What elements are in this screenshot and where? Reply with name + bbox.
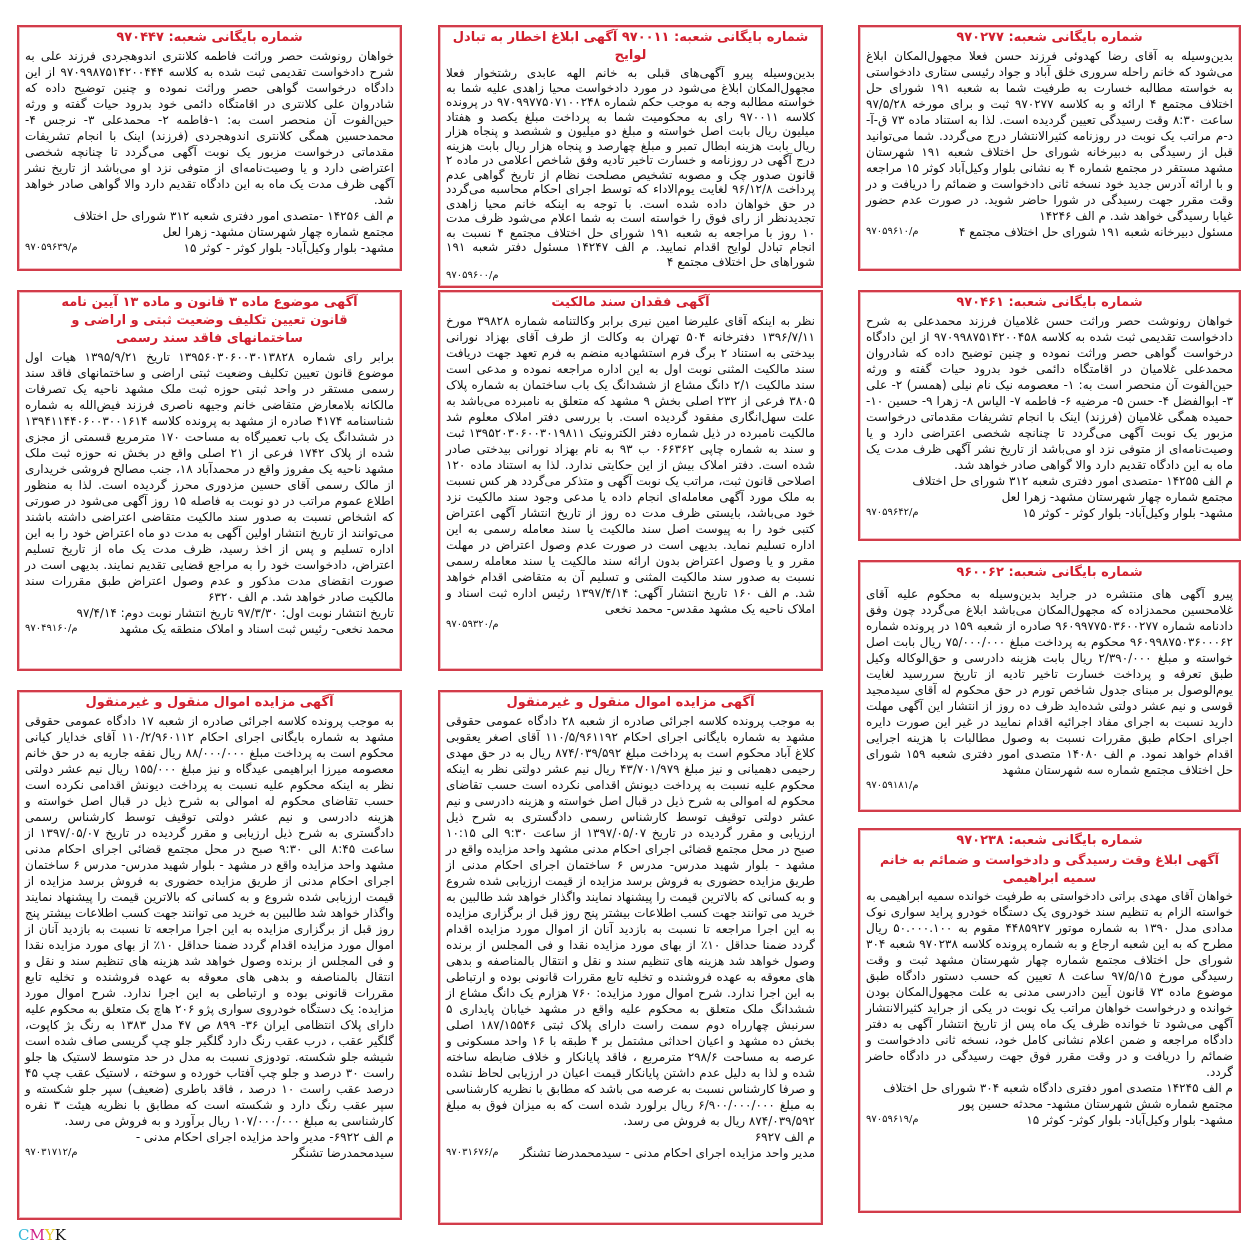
notice-title: شماره بایگانی شعبه: ۹۷۰۲۳۸ xyxy=(956,833,1143,848)
notice-title: شماره بایگانی شعبه: ۹۶۰۰۶۲ xyxy=(956,565,1143,580)
notice-970461 xyxy=(858,290,1241,541)
notice-signature: مشهد- بلوار وکیل‌آباد- بلوار کوثر - کوثر ۱۵ xyxy=(183,241,394,255)
notice-footer xyxy=(446,1145,815,1161)
cmyk-k: K xyxy=(54,1226,66,1244)
notice-subtitle: آگهی ابلاغ وقت رسیدگی و دادخواست و ضمائم به خانم سمیه ابراهیمی xyxy=(880,852,1219,885)
notice-code: م/۹۷۰۳۱۶۷۶ xyxy=(446,1147,499,1158)
notice-body: برابر رای شماره ۱۳۹۵۶۰۳۰۶۰۰۳۰۱۳۸۲۸ تاریخ ۱۳۹۵/۹/۲۱ هیات اول موضوع قانون تعیین تکلیف وضعیت ثبتی اراضی و ساختمانهای فاقد سند رسمی مستقر در واحد ثبتی حوزه ثبت ملک مشهد ناحیه یک تصرفات مالکانه بلامعارض متقاضی خانم وجیهه ناصری فرزند فیض‌الله به شماره شناسنامه ۴۱۷۴ صادره از مشهد به پرونده کلاسه ۱۳۹۴۱۱۴۴۰۶۰۰۳۰۰۱۶۱۴ در ششدانگ یک باب تعمیرگاه به مساحت ۱۷۰ مترمربع قسمتی از مجزی شده از پلاک ۱۷۴۲ فرعی از ۲۱ اصلی واقع در بخش نه حوزه ثبت ملک مشهد ناحیه یک مفروز واقع در محمدآباد ۱۸، جنب مصالح فروشی خریداری از مالک رسمی آقای حسین مزدوری محرز گردیده است. لذا به منظور اطلاع عموم مراتب در دو نوبت به فاصله ۱۵ روز آگهی می‌شود در صورتی که اشخاص نسبت به صدور سند مالکیت متقاضی اعتراضی داشته باشند می‌توانند از تاریخ انتشار اولین آگهی به مدت دو ماه اعتراض خود را به این اداره تسلیم و پس از اخذ رسید، ظرف مدت یک ماه از تاریخ تسلیم اعتراض، دادخواست خود را به مراجع قضایی تقدیم نمایند. بدیهی است در صورت انقضای مدت مذکور و عدم وصول اعتراض طبق مقررات سند مالکیت صادر خواهد شد. م الف ۶۳۲۰ xyxy=(25,350,395,604)
notice-signature: مشهد- بلوار وکیل‌آباد- بلوار کوثر- کوثر ۱۵ xyxy=(1026,1113,1233,1127)
notice-body: بدین‌وسیله به آقای رضا کهدوئی فرزند حسن فعلا مجهول‌المکان ابلاغ می‌شود که خانم راحله سروری خلق آباد و جواد رئیسی ستاری دادخواستی به خواسته مطالبه خسارت به طرفیت شما به شعبه ۱۹۱ شورای حل اختلاف مجتمع ۴ ارائه و به کلاسه ۹۷۰۲۷۷ ثبت و برای مورخه ۹۷/۵/۲۸ ساعت ۸:۳۰ وقت رسیدگی تعیین گردیده است. لذا به استناد ماده ۷۳ ق-آ-د-م مراتب یک نوبت در روزنامه کثیرالانتشار درج می‌گردد. شما می‌توانید قبل از رسیدگی به دبیرخانه شورای حل اختلاف شعبه ۱۹۱ شهرستان مشهد مستقر در مجتمع شماره ۴ به نشانی بلوار وکیل‌آباد کوثر ۱۵ مراجعه و با ارائه آدرس جدید خود نسخه ثانی دادخواست و ضمائم را دریافت و در وقت مقرر جهت رسیدگی در شورا حاضر شوید. در صورت عدم حضور غیابا رسیدگی خواهد شد. م الف ۱۴۲۴۶ xyxy=(866,49,1234,223)
notice-title: آگهی مزایده اموال منقول و غیرمنقول xyxy=(85,695,334,710)
notice-code: م/۹۷۰۳۱۷۱۲ xyxy=(25,1147,78,1158)
cmyk-c: C xyxy=(18,1226,30,1244)
notice-signature: محمد نخعی- رئیس ثبت اسناد و املاک منطقه یک مشهد xyxy=(119,622,394,636)
notice-signature: تاریخ انتشار نوبت اول: ۹۷/۳/۳۰ تاریخ انتشار نوبت دوم: ۹۷/۴/۱۴ xyxy=(76,606,394,620)
notice-code: م/۹۷۰۵۹۳۲۰ xyxy=(446,619,499,630)
notice-960062 xyxy=(858,560,1241,812)
notice-body: نظر به اینکه آقای علیرضا امین نیری برابر وکالتنامه شماره ۳۹۸۲۸ مورخ ۱۳۹۶/۷/۱۱ دفترخانه ۵۰۴ تهران به وکالت از طرف آقای بهزاد نورانی بیدختی به استناد ۲ برگ فرم استشهادیه منضم به فرم تعهد جهت دریافت سند مالکیت المثنی نوبت اول به این اداره مراجعه نموده و مدعی است سند مالکیت ۲/۱ دانگ مشاع از ششدانگ یک باب ساختمان به شماره پلاک ۳۸۰۵ فرعی از ۲۳۲ اصلی بخش ۹ مشهد که متعلق به نامبرده می‌باشد به علت سهل‌انگاری مفقود گردیده است. با بررسی دفتر املاک معلوم شد مالکیت نامبرده در ذیل شماره دفتر الکترونیک ۱۳۹۵۲۰۳۰۶۰۰۳۰۱۹۸۱۱ ثبت و سند به شماره چاپی ۰۶۶۳۶۲ ب ۹۳ به نام بهزاد نورانی بیدختی صادر شده است. دفتر املاک بیش از این حکایتی ندارد. لذا به استناد ماده ۱۲۰ اصلاحی قانون ثبت، مراتب یک نوبت آگهی و متذکر می‌گردد هر کس نسبت به ملک مورد آگهی معامله‌ای انجام داده یا مدعی وجود سند مالکیت نزد خود می‌باشد، بایستی ظرف مدت ده روز از تاریخ انتشار آگهی اعتراض کتبی خود را به پیوست اصل سند مالکیت یا سند معامله رسمی به این اداره تسلیم نماید. بدیهی است در صورت عدم وصول اعتراض در مهلت مقرر و یا وصول اعتراض بدون ارائه سند مالکیت یا سند معامله رسمی نسبت به صدور سند مالکیت المثنی و تسلیم آن به متقاضی اقدام خواهد شد. م الف ۱۶۰ تاریخ انتشار آگهی: ۱۳۹۷/۴/۱۴ رئیس اداره ثبت اسناد و املاک ناحیه یک مشهد مقدس- محمد نخعی xyxy=(446,314,816,616)
notice-code: م/۹۷۰۵۹۶۱۹ xyxy=(866,1114,919,1125)
notice-code: م/۹۷۰۵۹۶۳۹ xyxy=(25,242,78,253)
notice-footer xyxy=(446,269,815,284)
notice-body: به موجب پرونده کلاسه اجرائی صادره از شعبه ۲۸ دادگاه عمومی حقوقی مشهد به شماره بایگانی اجرای احکام ۱۱۰/۵/۹۶۱۱۹۲ آقای اصغر یعقوبی کلاغ آباد محکوم است به پرداخت مبلغ ۸۷۴/۰۳۹/۵۹۲ ریال به در حق مهدی رحیمی دهمیانی و نیز مبلغ ۴۳/۷۰۱/۹۷۹ ریال نیم عشر دولتی نظر به اینکه محکوم علیه نسبت به پرداخت دیونش اقدامی نکرده است حسب تقاضای محکوم له اموالی به شرح ذیل در قبال اصل خواسته و هزینه دادرسی و نیم عشر دولتی توقیف توسط کارشناس رسمی دادگستری به شرح ذیل ارزیابی و مقرر گردیده در تاریخ ۱۳۹۷/۰۵/۰۷ از ساعت ۹:۳۰ الی ۱۰:۱۵ صبح در محل مجتمع قضائی اجرای احکام مدنی مشهد واحد مزایده واقع در مشهد - بلوار شهید مدرس- مدرس ۶ ساختمان اجرای احکام مدنی از طریق مزایده حضوری به فروش برسد مزایده از قیمت ارزیابی شده شروع و به کسانی که بالاترین قیمت را پیشنهاد نمایند واگذار خواهد شد طالبین به خرید می توانند جهت کسب اطلاعات بیشتر پنج روز قبل از برگزاری مزایده به این اجرا مراجعه تا نسبت به بازدید آنان از اموال مورد مزایده اقدام گردد ضمنا حداقل ۱۰٪ از بهای مورد مزایده نقدا و فی المجلس از برنده وصول خواهد شد هزینه های تنظیم سند و نقل و انتقال بالمناصفه و بدهی های معوقه به عهده فروشنده و تخلیه تابع مقررات قانونی بوده و ارتباطی به این اجرا ندارد. شرح اموال مورد مزایده: ۷۶۰ هزارم یک دانگ مشاع از ششدانگ ملک متعلق به محکوم علیه واقع در مشهد خیابان پایداری ۵ سرنبش چهارراه دوم سمت راست دارای پلاک ثبتی ۱۸۷/۱۵۵۴۶ اصلی بخش ده مشهد و اعیان احداثی مشتمل بر ۴ طبقه با ۱۶ واحد مسکونی و عرصه به مساحت ۲۹۸/۶ مترمربع ، فاقد پایانکار و خلاف ضابطه ساخته شده و لذا به دلیل عدم داشتن پایانکار قیمت اعیان در ارزیابی لحاظ نشده و صرفا کارشناس نسبت به عرصه می باشد که مطابق با نظریه کارشناسی به مبلغ ۶/۹۰۰/۰۰۰/۰۰۰ ریال برلورد شده است که به میزان فوق به مبلغ ۸۷۴/۰۳۹/۵۹۲ ریال به فروش می رسد. xyxy=(446,714,816,1128)
notice-970447 xyxy=(17,25,402,271)
notice-lost-title-deed xyxy=(438,290,823,671)
notice-code: م/۹۷۰۵۹۶۴۲ xyxy=(866,507,919,518)
notice-signature: مدیر واحد مزایده اجرای احکام مدنی - سیدمحمدرضا تشنگر xyxy=(519,1146,815,1160)
notice-footer xyxy=(446,617,815,633)
notice-footer xyxy=(866,1112,1233,1128)
notice-footer xyxy=(866,778,1233,794)
notice-footer xyxy=(25,621,394,637)
notice-970011 xyxy=(438,25,823,288)
notice-title: شماره بایگانی شعبه: ۹۷۰۴۴۷ xyxy=(116,30,303,45)
notice-signature: مجتمع شماره چهار شهرستان مشهد- زهرا لعل xyxy=(162,225,394,239)
notice-code: م/۹۷۰۴۹۱۶۰ xyxy=(25,623,78,634)
notice-footer xyxy=(25,1129,394,1161)
cmyk-m: M xyxy=(29,1226,45,1244)
notice-footer xyxy=(25,240,394,256)
cmyk-y: Y xyxy=(44,1226,55,1244)
notice-signature: م الف ۶۹۲۷ xyxy=(754,1130,815,1144)
notice-body: پیرو آگهی های منتشره در جراید بدین‌وسیله به محکوم علیه آقای غلامحسین محمدزاده که مجهول‌المکان می‌باشد ابلاغ می‌گردد چون وفق دادنامه شماره ۹۶۰۹۹۷۷۵۰۳۶۰۰۲۷۷ صادره از شعبه ۱۵۹ در پرونده شماره ۹۶۰۹۹۸۷۵۰۳۶۰۰۰۶۲ محکوم به پرداخت مبلغ ۷۵/۰۰۰/۰۰۰ ریال بابت اصل خواسته و مبلغ ۲/۳۹۰/۰۰۰ ریال بابت هزینه دادرسی و حق‌الوکاله وکیل طبق تعرفه و پرداخت خسارت تاخیر تادیه از تاریخ سررسید لغایت یوم‌الوصول بر مبنای جدول شاخص تورم در حق محکوم له آقای سیدمجید قوسی و نیم عشر دولتی شده‌اید ظرف ده روز از انتشار این آگهی مهلت دارید نسبت به اجرای مفاد اجرائیه اقدام نمایید در غیر این صورت دایره اجرای احکام طبق مقررات نسبت به وصول مطالبات با هزینه اجرایی اقدام خواهد نمود. م الف ۱۴۰۸۰ متصدی امور دفتری شعبه ۱۵۹ شورای حل اختلاف مجتمع شماره سه شهرستان مشهد xyxy=(866,587,1234,777)
notice-970277 xyxy=(858,25,1241,271)
notice-code: م/۹۷۰۵۹۱۸۱ xyxy=(866,780,919,791)
notice-signature: م الف ۱۴۲۴۵ متصدی امور دفتری دادگاه شعبه ۳۰۴ شورای حل اختلاف مجتمع شماره شش شهرستان مشهد- محدثه حسین پور xyxy=(883,1081,1233,1111)
notice-body: به موجب پرونده کلاسه اجرائی صادره از شعبه ۱۷ دادگاه عمومی حقوقی مشهد به شماره بایگانی اجرای احکام ۱۱۰/۲/۹۶۰۱۱۲ آقای خدایار کیانی محکوم است به پرداخت مبلغ ۸۸/۰۰۰/۰۰۰ ریال نفقه جاریه به در حق خانم معصومه میرزا ابراهیمی عیدگاه و نیز مبلغ ۱۵۵/۰۰۰ ریال نیم عشر دولتی نظر به اینکه محکوم علیه نسبت به پرداخت دیونش اقدامی نکرده است حسب تقاضای محکوم له اموالی به شرح ذیل در قبال اصل خواسته و هزینه دادرسی و نیم عشر دولتی توقیف توسط کارشناس رسمی دادگستری به شرح ذیل ارزیابی و مقرر گردیده در تاریخ ۱۳۹۷/۰۵/۰۷ از ساعت ۸:۴۵ الی ۹:۳۰ صبح در محل مجتمع قضائی اجرای احکام مدنی مشهد واحد مزایده واقع در مشهد - بلوار شهید مدرس- مدرس ۶ ساختمان اجرای احکام مدنی از طریق مزایده حضوری به فروش برسد مزایده از قیمت ارزیابی شده شروع و به کسانی که بالاترین قیمت را پیشنهاد نمایند واگذار خواهد شد طالبین به خرید می توانند جهت کسب اطلاعات بیشتر پنج روز قبل از برگزاری مزایده به این اجرا مراجعه تا نسبت به بازدید آنان از اموال مورد مزایده اقدام گردد ضمنا حداقل ۱۰٪ از بهای مورد مزایده نقدا و فی المجلس از برنده وصول خواهد شد هزینه های تنظیم سند و نقل و انتقال بالمناصفه و بدهی های معوقه به عهده فروشنده و تخلیه تابع مقررات قانونی بوده و ارتباطی به این اجرا ندارد. شرح اموال مورد مزایده: یک دستگاه خودروی سواری پژو ۲۰۶ هاچ بک متعلق به محکوم علیه دارای پلاک انتظامی ایران ۳۶- ۸۹۹ ص ۴۷ مدل ۱۳۸۳ به رنگ بژ کاپوت، گلگیر عقب ، درب عقب رنگ دارد گلگیر جلو چپ گریسی صاف شده است شیشه جلو شکسته. تودوزی نسبت به مدل در حد متوسط لاستیک ها جلو راست ۳۰ درصد و جلو چپ آفتاب خورده و سوخته ، لاستیک عقب چپ ۴۵ درصد عقب راست ۱۰ درصد ، فاقد باطری (ضعیف) سپر جلو شکسته و سپر عقب رنگ دارد و شکسته است که مطابق با نظریه هیئت ۳ نفره کارشناسی به مبلغ ۱۰۷/۰۰۰/۰۰۰ ریال برآورد و به فروش می رسد. xyxy=(25,714,395,1128)
notice-signature: م الف ۶۹۲۲- مدیر واحد مزایده اجرای احکام مدنی - سیدمحمدرضا تشنگر xyxy=(135,1130,394,1160)
notice-footer xyxy=(866,224,1233,240)
notice-body: بدین‌وسیله پیرو آگهی‌های قبلی به خانم الهه عابدی رشتخوار فعلا مجهول‌المکان ابلاغ می‌شود در مورد دادخواست محیا زاهدی علیه شما به خواسته مطالبه وجه به موجب حکم شماره ۹۷۰۹۹۷۷۵۰۷۱۰۰۲۴۸ در پرونده کلاسه ۹۷۰۰۱۱ رای به محکومیت شما به پرداخت مبلغ یکصد و هفتاد میلیون ریال بابت اصل خواسته و مبلغ دو میلیون و ششصد و پنجاه هزار ریال بابت هزینه ابطال تمبر و مبلغ چهارصد و پنجاه هزار ریال بابت هزینه درج آگهی در روزنامه و خسارت تاخیر تادیه وفق شاخص اعلامی در ماده ۲ قانون صدور چک و مصوبه تشخیص مصلحت نظام از تاریخ گواهی عدم پرداخت ۹۶/۱۲/۸ لغایت یوم‌الاداء که توسط اجرای احکام محاسبه می‌گردد در حق خواهان داده شده است. با توجه به اینکه خانم محیا زاهدی تجدیدنظر از رای فوق را خواسته است به شما اعلام می‌شود ظرف مدت ۱۰ روز با مراجعه به شعبه ۱۹۱ شورای حل اختلاف مجتمع ۴ نسبت به انجام تبادل لوایح اقدام نمایید. م الف ۱۴۲۴۷ مسئول دفتر شعبه ۱۹۱ شوراهای حل اختلاف مجتمع ۴ xyxy=(446,66,816,269)
cmyk-print-mark xyxy=(18,1226,66,1244)
notice-signature: مشهد- بلوار وکیل‌آباد- بلوار کوثر - کوثر ۱۵ xyxy=(1022,506,1233,520)
notice-title: آگهی موضوع ماده ۳ قانون و ماده ۱۳ آیین نامه قانون تعیین تکلیف وضعیت ثبتی و اراضی و ساختمانهای فاقد سند رسمی xyxy=(61,295,358,346)
notice-title: شماره بایگانی شعبه: ۹۷۰۰۱۱ آگهی ابلاغ اخطار به تبادل لوایح xyxy=(452,30,809,63)
notice-signature: مسئول دبیرخانه شعبه ۱۹۱ شورای حل اختلاف مجتمع ۴ xyxy=(958,225,1233,239)
notice-title: آگهی فقدان سند مالکیت xyxy=(551,295,710,310)
notice-title: شماره بایگانی شعبه: ۹۷۰۴۶۱ xyxy=(956,295,1143,310)
notice-land-registration xyxy=(17,290,402,671)
notice-body: خواهان آقای مهدی براتی دادخواستی به طرفیت خوانده سمیه ابراهیمی به خواسته الزام به تنظیم سند خودروی یک دستگاه خودرو پراید سواری نوک مدادی مدل ۱۳۹۰ به شماره موتور ۴۴۸۵۹۲۷ مقوم به ۵۰.۰۰۰.۱۰۰ ریال مطرح که به این شعبه ارجاع و به شماره پرونده کلاسه ۹۷۰۲۳۸ شعبه ۳۰۴ شورای حل اختلاف مجتمع شماره چهار شهرستان مشهد ثبت و وقت رسیدگی مورخ ۹۷/۵/۱۵ ساعت ۸ تعیین که حسب دستور دادگاه طبق موضوع ماده ۷۳ قانون آیین دادرسی مدنی به علت مجهول‌المکان بودن خوانده و درخواست خواهان مراتب یک نوبت در یکی از جراید کثیرالانتشار آگهی می‌شود تا خوانده ظرف یک ماه پس از تاریخ انتشار آگهی به دفتر دادگاه مراجعه و ضمن اعلام نشانی کامل خود، نسخه ثانی دادخواست و ضمائم را دریافت و در وقت مقرر فوق جهت رسیدگی در دادگاه حاضر گردد. xyxy=(866,889,1233,1079)
notice-body: خواهان رونوشت حصر وراثت فاطمه کلانتری اندوهجردی فرزند علی به شرح دادخواست تقدیمی ثبت شده به کلاسه ۹۷۰۹۹۸۷۵۱۴۲۰۰۴۴۴ از این دادگاه درخواست گواهی حصر وراثت نموده و چنین توضیح داده که شادروان علی کلانتری در اقامتگاه دائمی خود بدرود حیات گفته و ورثه حین‌الفوت آن منحصر است به: ۱-فاطمه ۲- محمدعلی ۳- نرجس ۴- محمدحسین همگی کلانتری اندوهجردی (فرزند) اینک با انجام تشریفات مقدماتی درخواست مزبور یک نوبت آگهی می‌گردد تا چنانچه شخصی اعتراضی دارد و یا وصیت‌نامه‌ای از متوفی نزد او می‌باشد از تاریخ نشر آگهی ظرف مدت یک ماه به این دادگاه تقدیم دارد والا گواهی صادر خواهد شد. xyxy=(25,49,395,207)
notice-auction-28 xyxy=(438,690,823,1225)
notice-body: خواهان رونوشت حصر وراثت حسن غلامیان فرزند محمدعلی به شرح دادخواست تقدیمی ثبت شده به کلاسه ۹۷۰۹۹۸۷۵۱۴۲۰۰۴۵۸ از این دادگاه درخواست گواهی حصر وراثت نموده و چنین توضیح داده که شادروان محمدعلی غلامیان در اقامتگاه دائمی خود بدرود حیات گفته و ورثه حین‌الفوت آن منحصر است به: ۱- معصومه نیک نام نیلی (همسر) ۲- علی ۳- ابوالفضل ۴- حسن ۵- مرضیه ۶- فاطمه ۷- الیاس ۸- زهرا ۹- حسین ۱۰- حمیده همگی غلامیان (فرزند) اینک با انجام تشریفات مقدماتی درخواست مزبور یک نوبت آگهی می‌گردد تا چنانچه شخصی اعتراضی دارد و یا وصیت‌نامه‌ای از متوفی نزد او می‌باشد از تاریخ نشر آگهی ظرف مدت یک ماه به این دادگاه تقدیم دارد والا گواهی صادر خواهد شد. xyxy=(866,314,1234,472)
notice-signature: م الف ۱۴۲۵۵ -متصدی امور دفتری شعبه ۳۱۲ شورای حل اختلاف xyxy=(912,474,1233,488)
notice-code: م/۹۷۰۵۹۶۱۰ xyxy=(866,226,919,237)
notice-auction-17 xyxy=(17,690,402,1220)
notice-footer xyxy=(866,505,1233,521)
notice-code: م/۹۷۰۵۹۶۰۰ xyxy=(446,270,499,281)
notice-970238 xyxy=(858,828,1241,1213)
notice-title: شماره بایگانی شعبه: ۹۷۰۲۷۷ xyxy=(956,30,1143,45)
notice-signature: مجتمع شماره چهار شهرستان مشهد- زهرا لعل xyxy=(1001,490,1233,504)
notice-title: آگهی مزایده اموال منقول و غیرمنقول xyxy=(506,695,755,710)
notice-signature: م الف ۱۴۲۵۶ -متصدی امور دفتری شعبه ۳۱۲ شورای حل اختلاف xyxy=(73,209,394,223)
